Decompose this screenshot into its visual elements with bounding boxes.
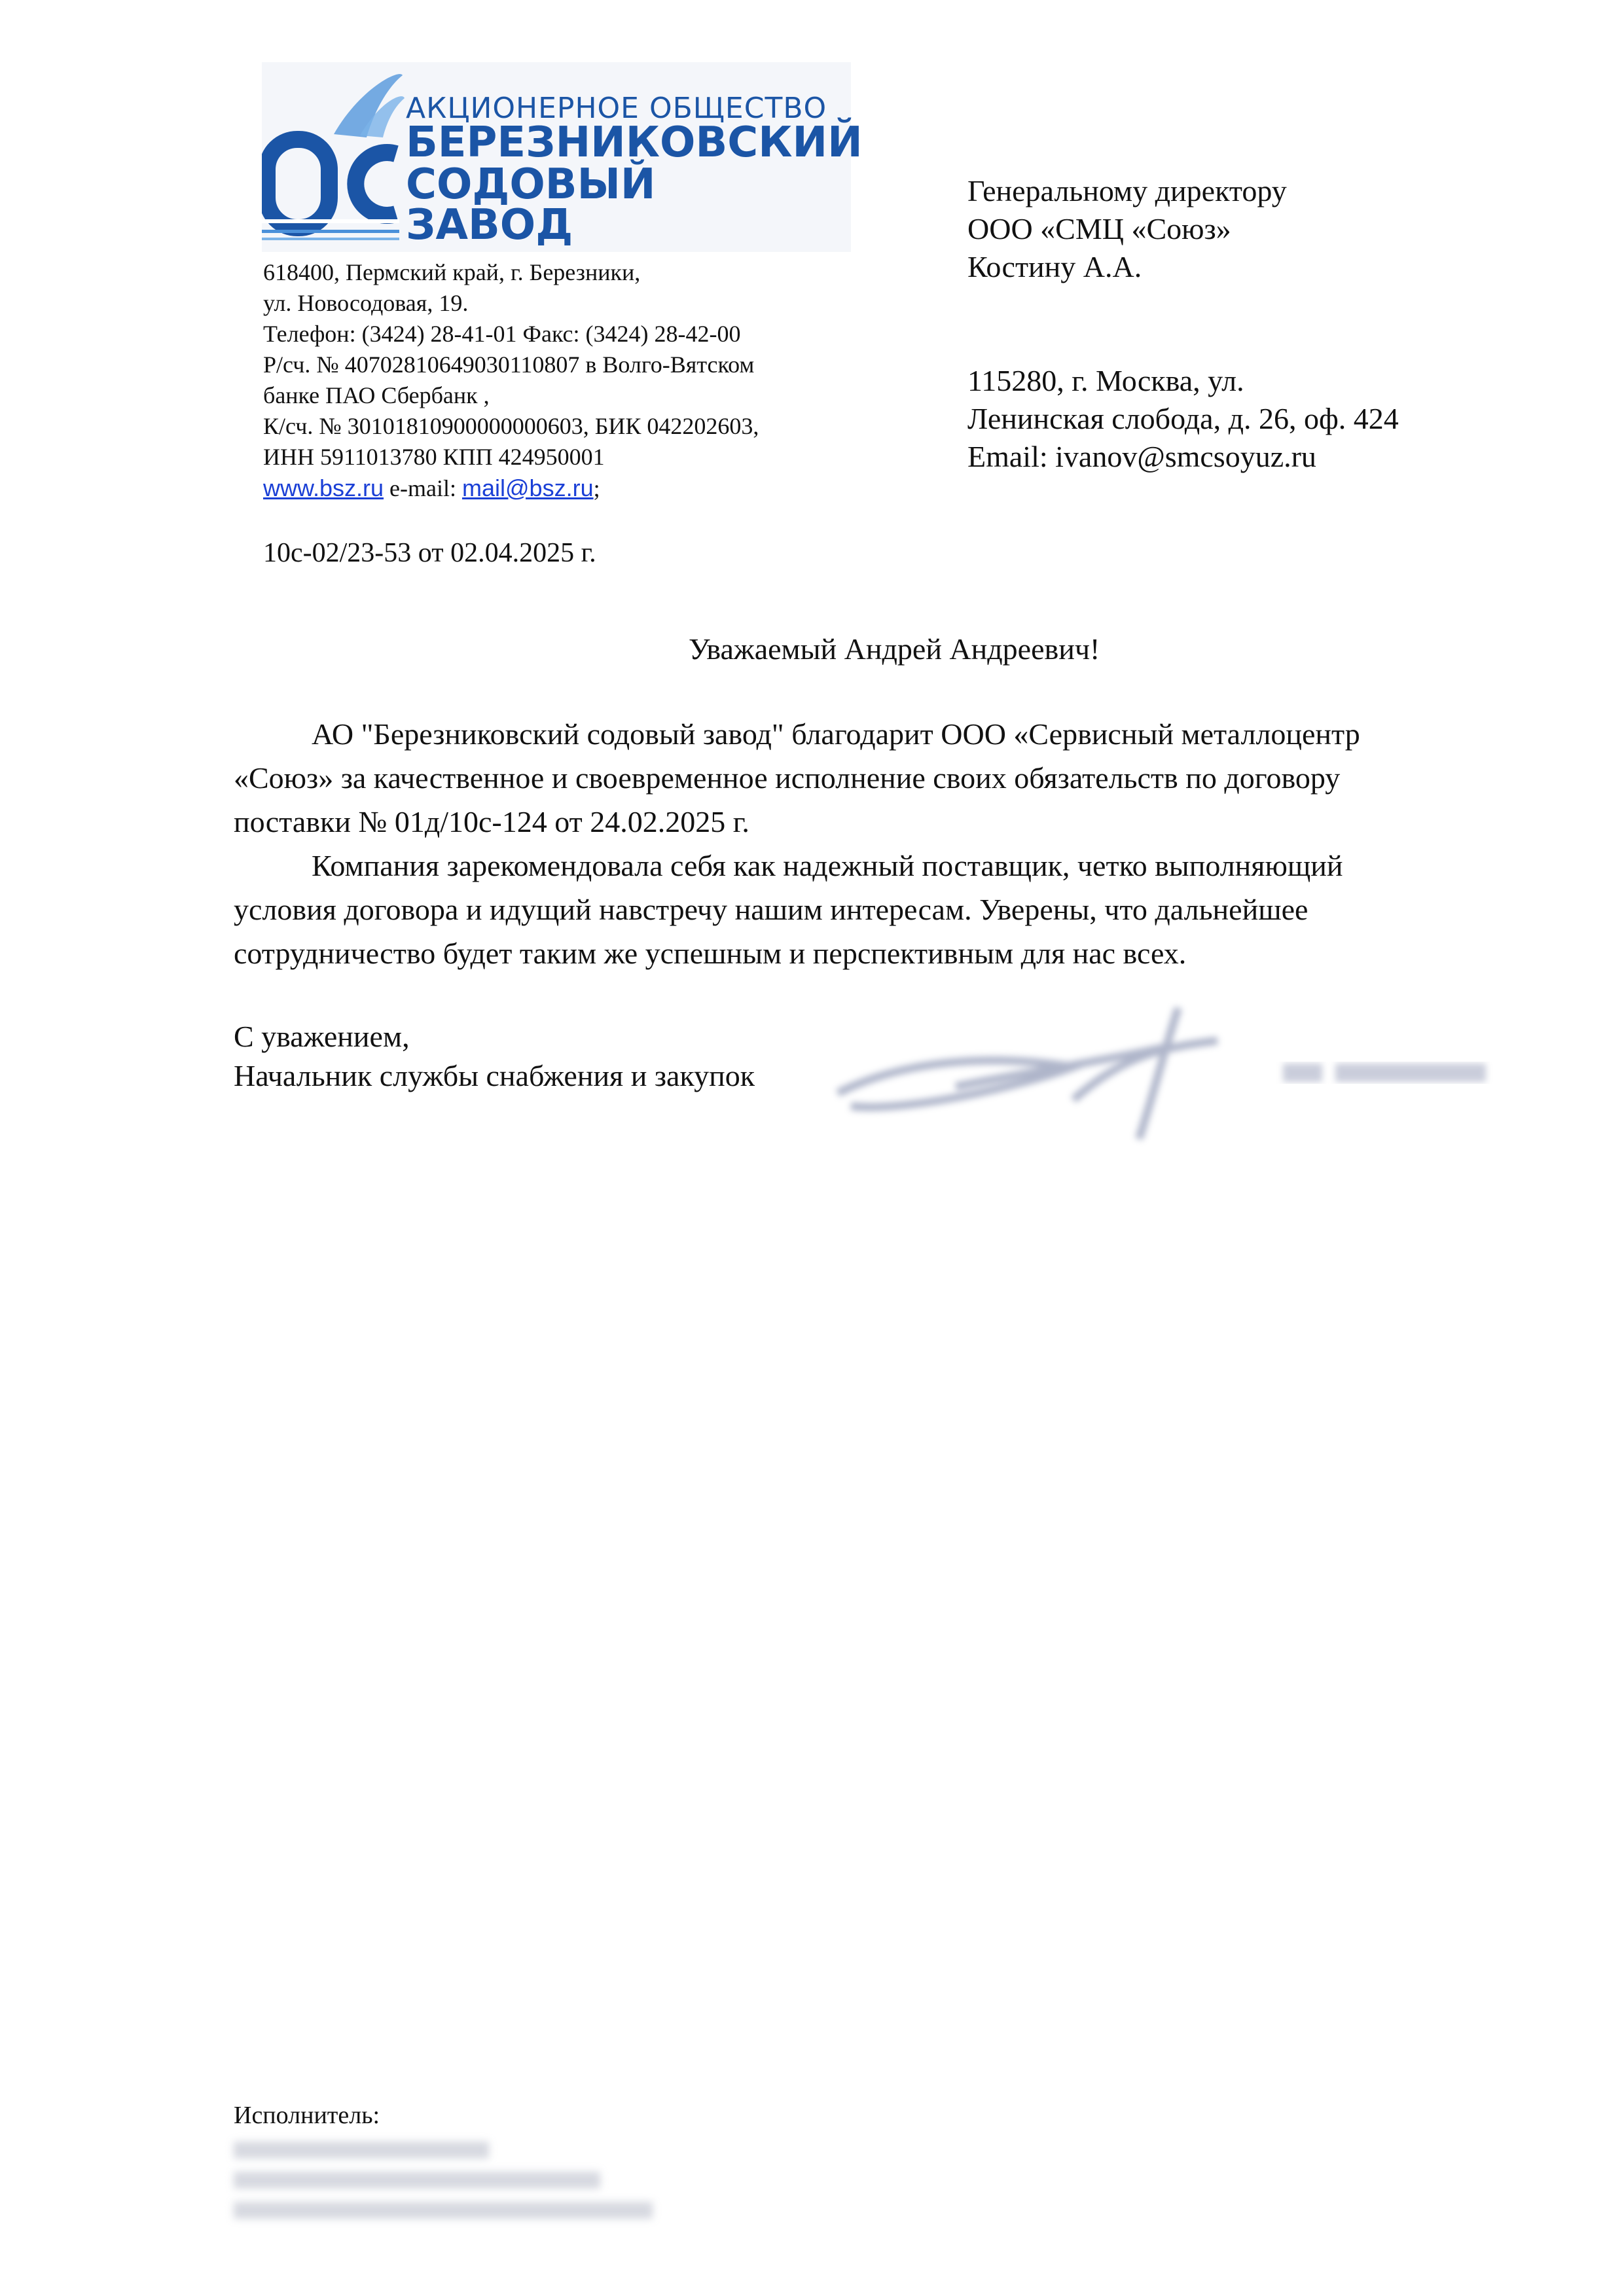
closing-position: Начальник службы снабжения и закупок — [234, 1059, 755, 1092]
paragraph-2-line-2: условия договора и идущий навстречу нашим интересам. Уверены, что дальнейшее — [234, 893, 1308, 926]
sender-inn: ИНН 5911013780 КПП 424950001 — [263, 444, 605, 470]
logo-line-3: СОДОВЫЙ — [406, 160, 656, 209]
recipient-line-2: ООО «СМЦ «Союз» — [967, 212, 1231, 245]
sender-account-1: Р/сч. № 40702810649030110807 в Волго-Вятском — [263, 351, 755, 378]
recipient-line-1: Генеральному директору — [967, 174, 1287, 207]
paragraph-2-line-1: Компания зарекомендовала себя как надежный поставщик, четко выполняющий — [312, 849, 1343, 882]
executor-email-redacted — [234, 2202, 653, 2219]
recipient-line-3: Костину А.А. — [967, 250, 1142, 283]
executor-phone-redacted — [234, 2172, 600, 2189]
sender-address-1: 618400, Пермский край, г. Березники, — [263, 259, 641, 285]
executor-name-redacted — [234, 2142, 489, 2159]
paragraph-1-line-3: поставки № 01д/10с-124 от 24.02.2025 г. — [234, 805, 749, 838]
recipient-address-2: Ленинская слобода, д. 26, оф. 424 — [967, 402, 1399, 435]
email-label: e-mail: — [389, 475, 456, 501]
paragraph-1-line-1: АО "Березниковский содовый завод" благодарит ООО «Сервисный металлоцентр — [312, 717, 1360, 751]
logo-line-1: АКЦИОНЕРНОЕ ОБЩЕСТВО — [406, 92, 827, 125]
paragraph-1-line-2: «Союз» за качественное и своевременное исполнение своих обязательств по договору — [234, 761, 1341, 795]
sender-phone: Телефон: (3424) 28-41-01 Факс: (3424) 28-42-00 — [263, 321, 741, 347]
paragraph-2-line-3: сотрудничество будет таким же успешным и перспективным для нас всех. — [234, 937, 1187, 970]
sender-account-2: банке ПАО Сбербанк , — [263, 382, 490, 408]
recipient-email: Email: ivanov@smcsoyuz.ru — [967, 440, 1316, 473]
reference-number: 10с-02/23-53 от 02.04.2025 г. — [263, 538, 596, 568]
sender-corr-account: К/сч. № 30101810900000000603, БИК 042202603, — [263, 413, 759, 439]
signature-image — [825, 995, 1506, 1152]
recipient-address-1: 115280, г. Москва, ул. — [967, 364, 1244, 397]
website-link[interactable]: www.bsz.ru — [263, 475, 384, 501]
executor-label: Исполнитель: — [234, 2102, 380, 2129]
logo-line-4: ЗАВОД — [406, 201, 573, 249]
salutation: Уважаемый Андрей Андреевич! — [689, 632, 1100, 666]
logo-line-2: БЕРЕЗНИКОВСКИЙ — [406, 118, 863, 167]
sender-contacts — [263, 473, 600, 504]
email-link[interactable]: mail@bsz.ru — [462, 475, 594, 501]
email-suffix: ; — [593, 475, 600, 501]
closing-regards: С уважением, — [234, 1020, 410, 1053]
sender-address-2: ул. Новосодовая, 19. — [263, 290, 469, 316]
